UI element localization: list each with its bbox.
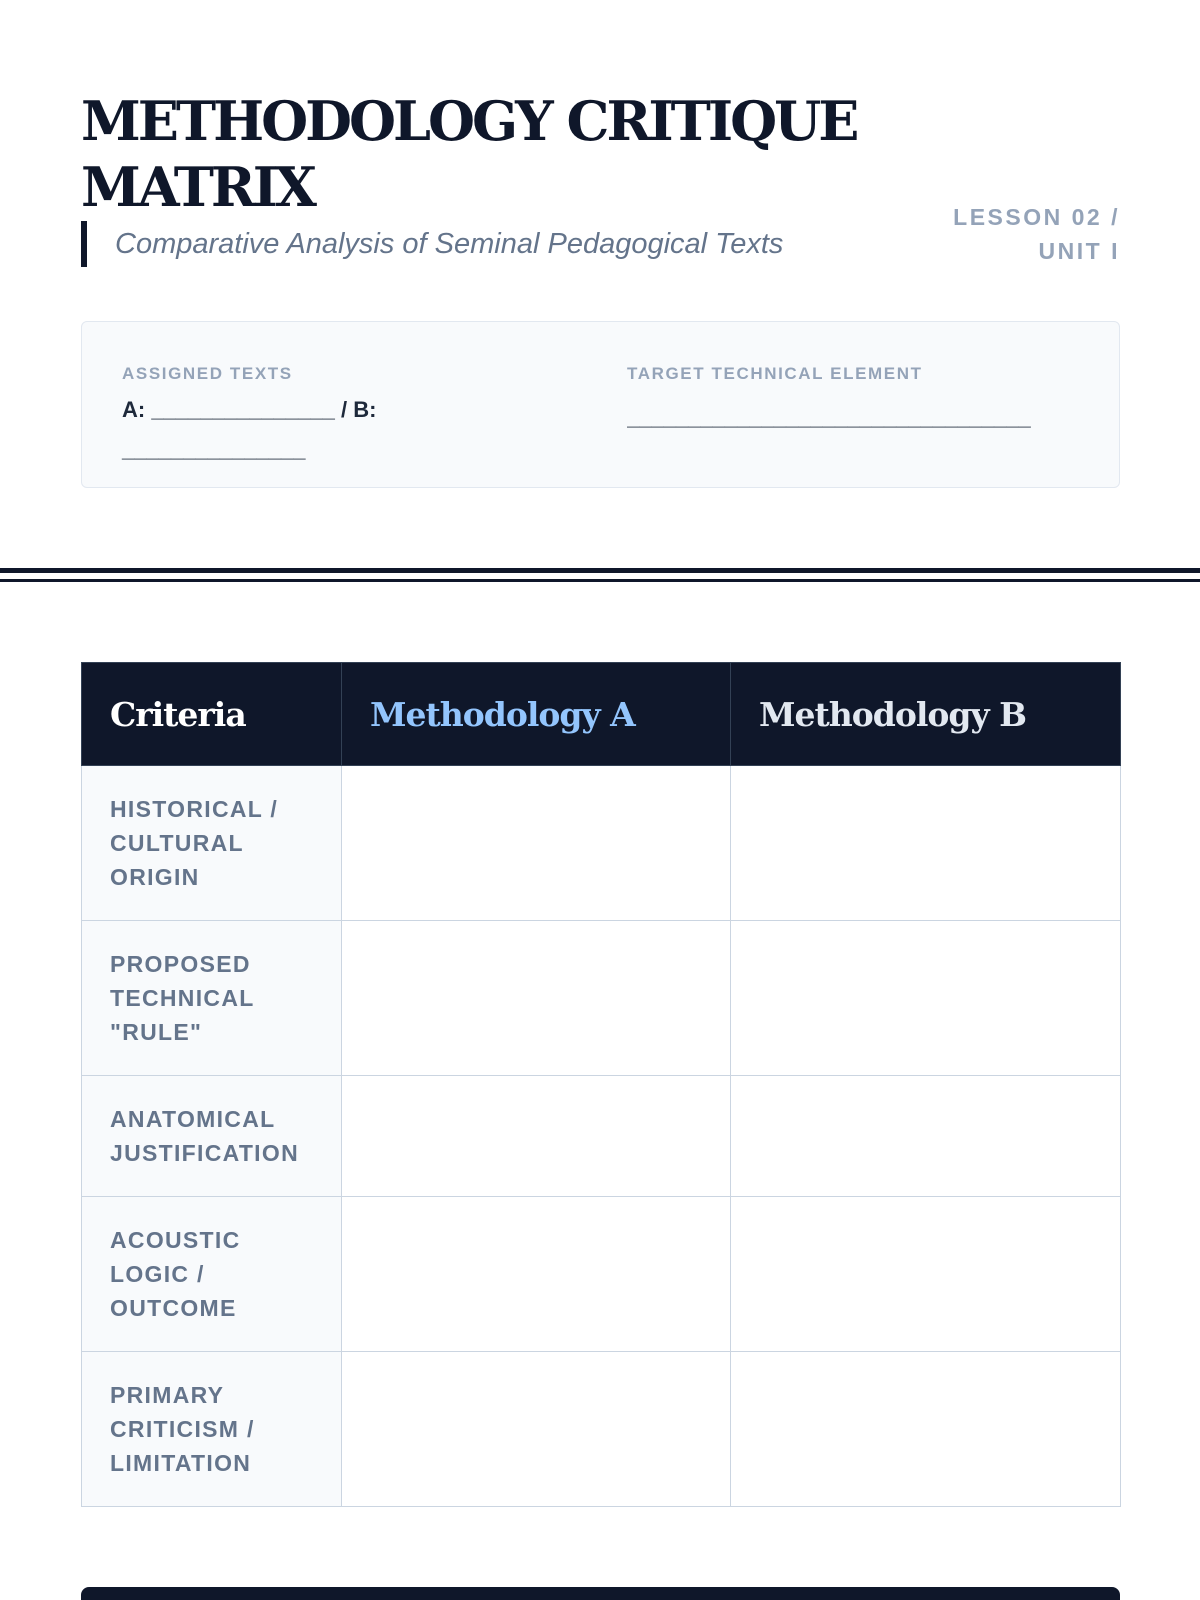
criteria-cell: ANATOMICAL JUSTIFICATION — [82, 1076, 342, 1197]
table-row — [82, 1352, 1121, 1507]
methodology-b-cell[interactable] — [731, 921, 1121, 1076]
header-methodology-a: Methodology A — [342, 663, 731, 766]
methodology-a-cell[interactable] — [342, 1197, 731, 1352]
assignment-info-box — [81, 321, 1120, 488]
criteria-cell: HISTORICAL / CULTURAL ORIGIN — [82, 766, 342, 921]
methodology-b-cell[interactable] — [731, 1352, 1121, 1507]
lesson-tag: LESSON 02 / UNIT I — [953, 204, 1120, 264]
methodology-b-cell[interactable] — [731, 1197, 1121, 1352]
assigned-texts-blank[interactable]: A: _______________ / B: _______________ — [122, 397, 377, 462]
assigned-texts-field[interactable] — [122, 364, 422, 470]
target-element-field[interactable] — [627, 364, 1089, 438]
table-header-row — [82, 663, 1121, 766]
methodology-b-cell[interactable] — [731, 1076, 1121, 1197]
table-row — [82, 921, 1121, 1076]
methodology-a-cell[interactable] — [342, 921, 731, 1076]
table-row — [82, 1197, 1121, 1352]
methodology-b-cell[interactable] — [731, 766, 1121, 921]
methodology-a-cell[interactable] — [342, 766, 731, 921]
header-methodology-b: Methodology B — [731, 663, 1121, 766]
page-title: METHODOLOGY CRITIQUE MATRIX — [81, 89, 857, 219]
criteria-cell: PROPOSED TECHNICAL "RULE" — [82, 921, 342, 1076]
table-row — [82, 1076, 1121, 1197]
target-element-label: TARGET TECHNICAL ELEMENT — [627, 364, 923, 383]
criteria-cell: PRIMARY CRITICISM / LIMITATION — [82, 1352, 342, 1507]
footer-bar — [81, 1587, 1120, 1600]
critique-matrix-table — [81, 662, 1121, 1507]
methodology-a-cell[interactable] — [342, 1352, 731, 1507]
section-divider — [0, 568, 1200, 582]
table-row — [82, 766, 1121, 921]
criteria-cell: ACOUSTIC LOGIC / OUTCOME — [82, 1197, 342, 1352]
assigned-texts-label: ASSIGNED TEXTS — [122, 364, 293, 383]
page-subtitle: Comparative Analysis of Seminal Pedagogical Texts — [81, 221, 881, 267]
header-criteria: Criteria — [82, 663, 342, 766]
target-element-blank[interactable]: _________________________________ — [627, 405, 1031, 430]
methodology-a-cell[interactable] — [342, 1076, 731, 1197]
